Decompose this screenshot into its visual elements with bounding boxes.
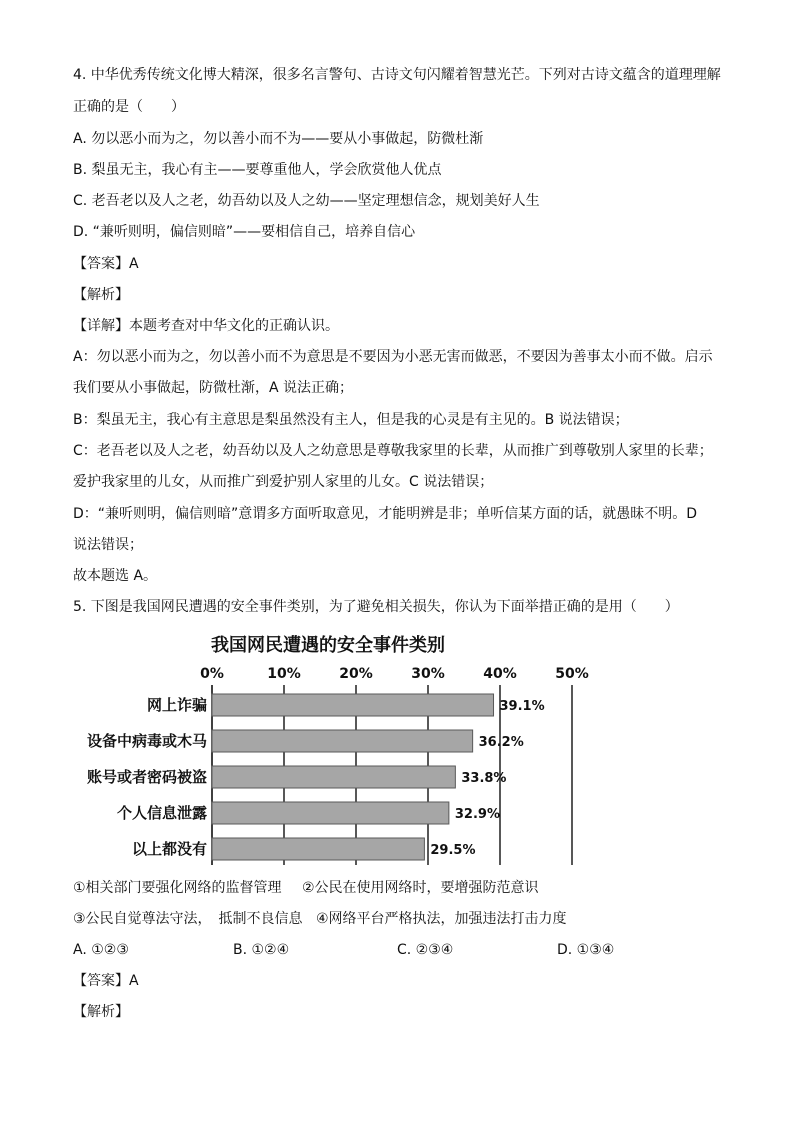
value-label-0: 39.1% (499, 699, 545, 714)
q4-detail-line-4: B：梨虽无主，我心有主意思是梨虽然没有主人，但是我的心灵是有主见的。B 说法错误； (73, 412, 629, 428)
x-tick-label-40: 40% (483, 666, 517, 682)
value-label-4: 29.5% (430, 843, 476, 858)
x-tick-label-0: 0% (200, 666, 224, 682)
q4-option-b: B. 梨虽无主，我心有主——要尊重他人，学会欣赏他人优点 (73, 162, 442, 178)
q4-detail-line-9: 故本题选 A。 (73, 568, 158, 584)
q5-statement-1: ①相关部门要强化网络的监督管理 (73, 880, 282, 896)
q4-stem-line-2: 正确的是（ ） (73, 99, 185, 115)
category-label-3: 个人信息泄露 (116, 804, 207, 822)
q5-option-d: D. ①③④ (557, 942, 615, 958)
x-tick-label-20: 20% (339, 666, 373, 682)
bar-3 (212, 802, 449, 824)
chart-category-labels (87, 696, 207, 858)
q5-option-b: B. ①②④ (233, 942, 290, 958)
q4-option-c: C. 老吾老以及人之老，幼吾幼以及人之幼——坚定理想信念，规划美好人生 (73, 193, 540, 209)
q4-detail-line-2: A：勿以恶小而为之，勿以善小而不为意思是不要因为小恶无害而做恶，不要因为善事太小而不做。启示 (73, 349, 713, 365)
q4-detail-line-6: 爱护我家里的儿女，从而推广到爱护别人家里的儿女。C 说法错误； (73, 474, 494, 490)
chart-tick-labels (200, 666, 589, 682)
q4-detail-line-3: 我们要从小事做起，防微杜渐，A 说法正确； (73, 380, 354, 396)
bar-4 (212, 838, 424, 860)
value-label-1: 36.2% (478, 735, 524, 750)
q4-detail-line-1: 【详解】本题考查对中华文化的正确认识。 (73, 318, 339, 334)
q5-statement-3: ③公民自觉尊法守法， 抵制不良信息 (73, 911, 303, 927)
q4-detail-line-7: D：“兼听则明，偏信则暗”意谓多方面听取意见，才能明辨是非；单听信某方面的话，就愚昧不明。D (73, 506, 698, 522)
value-label-2: 33.8% (461, 771, 507, 786)
x-tick-label-30: 30% (411, 666, 445, 682)
value-label-3: 32.9% (454, 807, 500, 822)
chart-title: 我国网民遭遇的安全事件类别 (211, 635, 445, 656)
bar-2 (212, 766, 455, 788)
x-tick-label-10: 10% (267, 666, 301, 682)
q4-analysis-label: 【解析】 (73, 287, 129, 303)
q4-option-d: D. “兼听则明，偏信则暗”——要相信自己，培养自信心 (73, 224, 416, 240)
q4-answer: 【答案】A (73, 256, 139, 272)
q4-detail-line-5: C：老吾老以及人之老，幼吾幼以及人之幼意思是尊敬我家里的长辈，从而推广到尊敬别人家里的长辈； (73, 443, 713, 459)
bar-1 (212, 730, 473, 752)
q4-detail-line-8: 说法错误； (73, 537, 143, 553)
category-label-1: 设备中病毒或木马 (86, 732, 207, 750)
q5-analysis-label: 【解析】 (73, 1004, 129, 1020)
q5-statement-4: ④网络平台严格执法，加强违法打击力度 (316, 911, 567, 927)
q5-option-c: C. ②③④ (397, 942, 454, 958)
bar-0 (212, 694, 494, 716)
x-tick-label-50: 50% (555, 666, 589, 682)
q4-stem-line-1: 4. 中华优秀传统文化博大精深，很多名言警句、古诗文句闪耀着智慧光芒。下列对古诗文蕴含的道理理解 (73, 67, 721, 83)
q4-option-a: A. 勿以恶小而为之，勿以善小而不为——要从小事做起，防微杜渐 (73, 131, 484, 147)
q5-option-a: A. ①②③ (73, 942, 129, 958)
q5-statement-2: ②公民在使用网络时，要增强防范意识 (302, 880, 539, 896)
q5-stem: 5. 下图是我国网民遭遇的安全事件类别，为了避免相关损失，你认为下面举措正确的是用（ ） (73, 599, 679, 615)
category-label-0: 网上诈骗 (146, 696, 207, 714)
security-events-bar-chart (0, 625, 794, 870)
q5-answer: 【答案】A (73, 973, 139, 989)
category-label-2: 账号或者密码被盗 (86, 768, 207, 786)
category-label-4: 以上都没有 (131, 840, 207, 858)
chart-bars (212, 694, 494, 860)
